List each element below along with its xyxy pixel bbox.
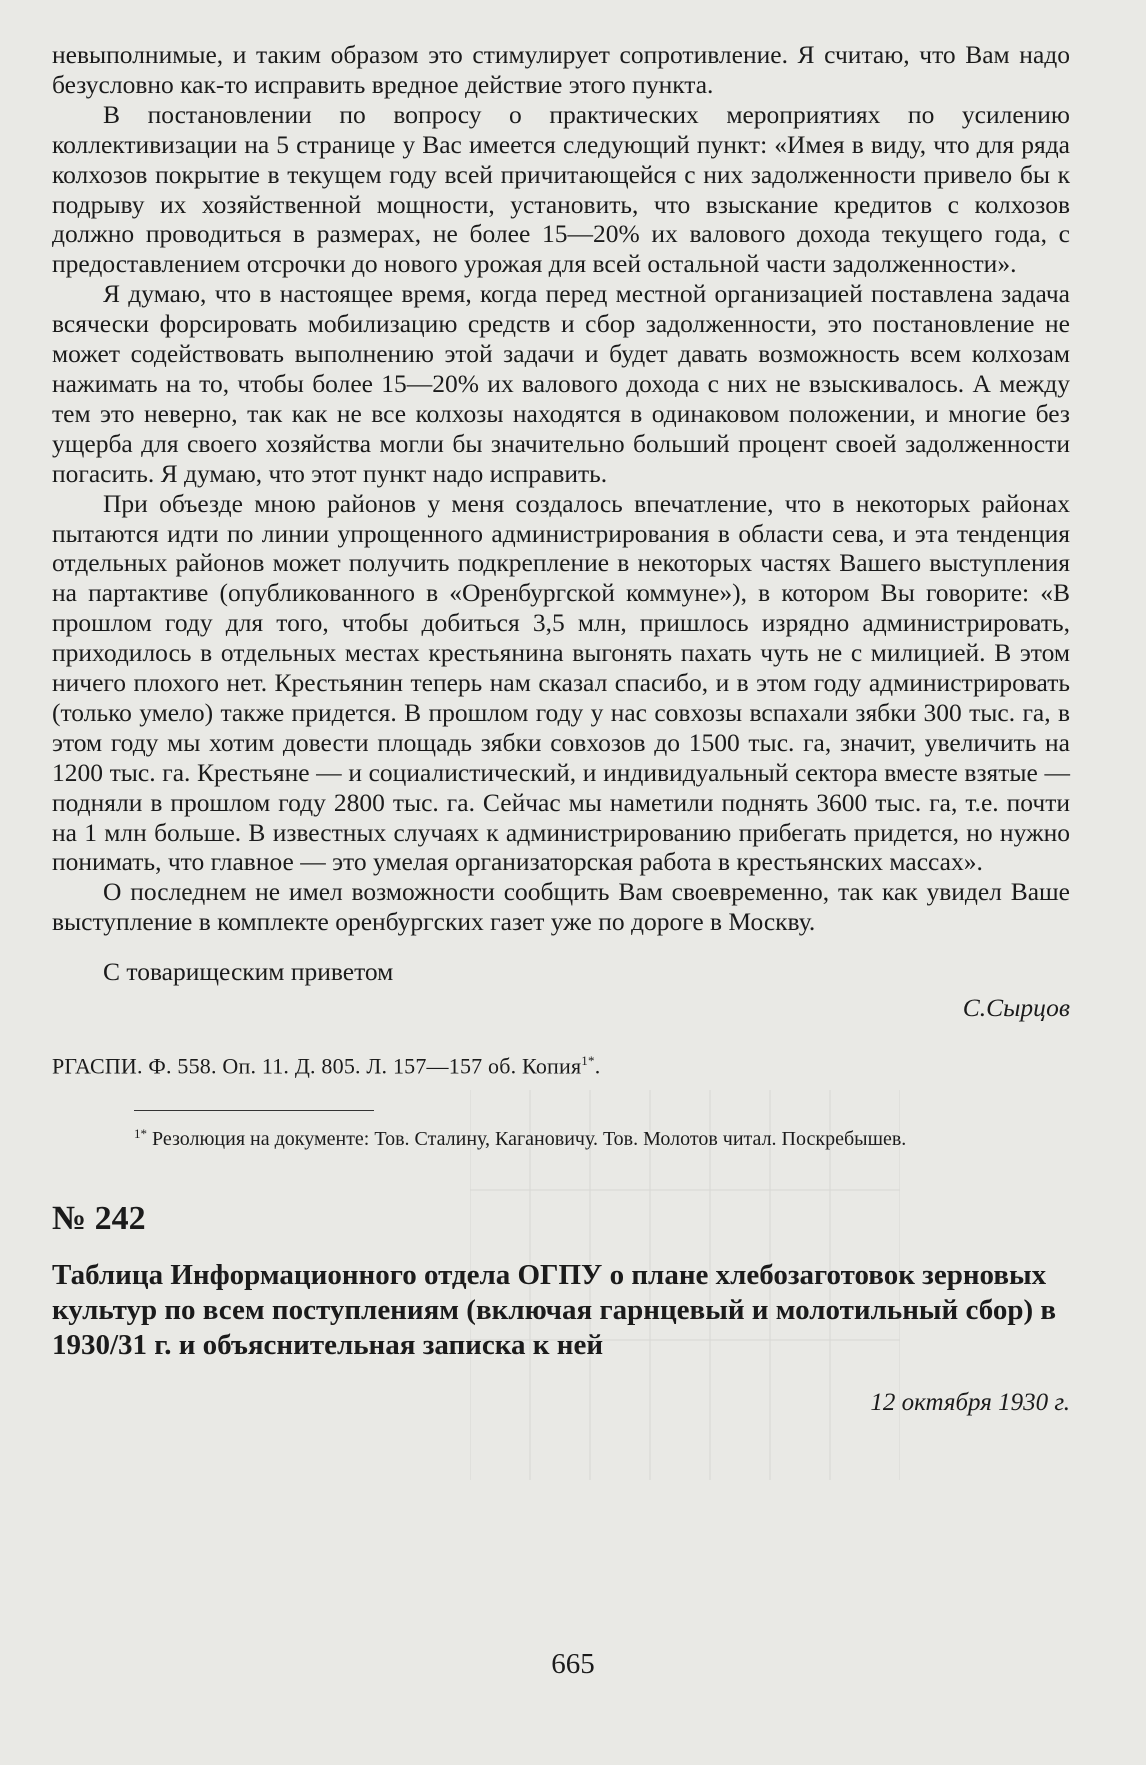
document-number: № 242: [52, 1199, 146, 1237]
letter-paragraph-2: В постановлении по вопросу о практических мероприятиях по усилению коллективизации на 5 странице у Вас имеется следующий пункт: «Имея в виду, что для ряда колхозов покрытие в текущем году всей причитающейся с них задолженности привело бы к подрыву их хозяйственной мощности, установить, что взыскание кредитов с колхозов должно проводиться в размерах, не более 15—20% их валового дохода текущего года, с предоставлением отсрочки до нового урожая для всей остальной части задолженности».: [52, 99, 1070, 279]
archive-reference-text: РГАСПИ. Ф. 558. Оп. 11. Д. 805. Л. 157—157 об. Копия: [52, 1053, 582, 1079]
document-date: 12 октября 1930 г.: [870, 1388, 1070, 1416]
letter-paragraph-4: При объезде мною районов у меня создалось впечатление, что в некоторых районах пытаются идти по линии упрощенного администрирования в области сева, и эта тенденция отдельных районов может получить подкрепление в некоторых частях Вашего выступления на партактиве (опубликованного в «Оренбургской коммуне»), в котором Вы говорите: «В прошлом году для того, чтобы добиться 3,5 млн, пришлось изрядно администрировать, приходилось в отдельных местах крестьянина выгонять пахать чуть не с милицией. В этом ничего плохого нет. Крестьянин теперь нам сказал спасибо, и в этом году администрировать (только умело) также придется. В прошлом году у нас совхозы вспахали зябки 300 тыс. га, в этом году мы хотим довести площадь зябки совхозов до 1500 тыс. га, значит, увеличить на 1200 тыс. га. Крестьяне — и социалистический, и индивидуальный сектора вместе взятые — подняли в прошлом году 2800 тыс. га. Сейчас мы наметили поднять 3600 тыс. га, т.е. почти на 1 млн больше. В известных случаях к администрированию прибегать придется, но нужно понимать, что главное — это умелая организаторская работа в крестьянских массах».: [52, 488, 1070, 877]
signature: С.Сырцов: [962, 993, 1070, 1023]
footnote-mark: 1*: [134, 1125, 147, 1141]
letter-paragraph-1: невыполнимые, и таким образом это стимулирует сопротивление. Я считаю, что Вам надо безусловно как-то исправить вредное действие этого пункта.: [52, 40, 1070, 99]
page-number: 665: [551, 1648, 595, 1680]
archive-reference: РГАСПИ. Ф. 558. Оп. 11. Д. 805. Л. 157—157 об. Копия$^{1*}$.: [52, 1053, 601, 1079]
archive-footnote-mark: 1*: [581, 1053, 595, 1069]
footnote-divider: [134, 1110, 374, 1111]
document-title: Таблица Информационного отдела ОГПУ о плане хлебозаготовок зерновых культур по всем поступлениям (включая гарнцевый и молотильный сбор) в 1930/31 г. и объяснительная записка к ней: [52, 1258, 1057, 1361]
footnote: [134, 1121, 1070, 1152]
letter-paragraph-5: О последнем не имел возможности сообщить Вам своевременно, так как увидел Ваше выступление в комплекте оренбургских газет уже по дороге в Москву.: [52, 877, 1070, 937]
letter-paragraph-3: Я думаю, что в настоящее время, когда перед местной организацией поставлена задача всячески форсировать мобилизацию средств и сбор задолженности, это постановление не может содействовать выполнению этой задачи и будет давать возможность всем колхозам нажимать на то, чтобы более 15—20% их валового дохода с них не взыскивалось. А между тем это неверно, так как не все колхозы находятся в одинаковом положении, и многие без ущерба для своего хозяйства могли бы значительно больший процент своей задолженности погасить. Я думаю, что этот пункт надо исправить.: [52, 279, 1070, 488]
closing-salutation: С товарищеским приветом: [103, 957, 394, 987]
footnote-text: Резолюция на документе: Тов. Сталину, Кагановичу. Тов. Молотов читал. Поскребышев.: [152, 1127, 907, 1150]
